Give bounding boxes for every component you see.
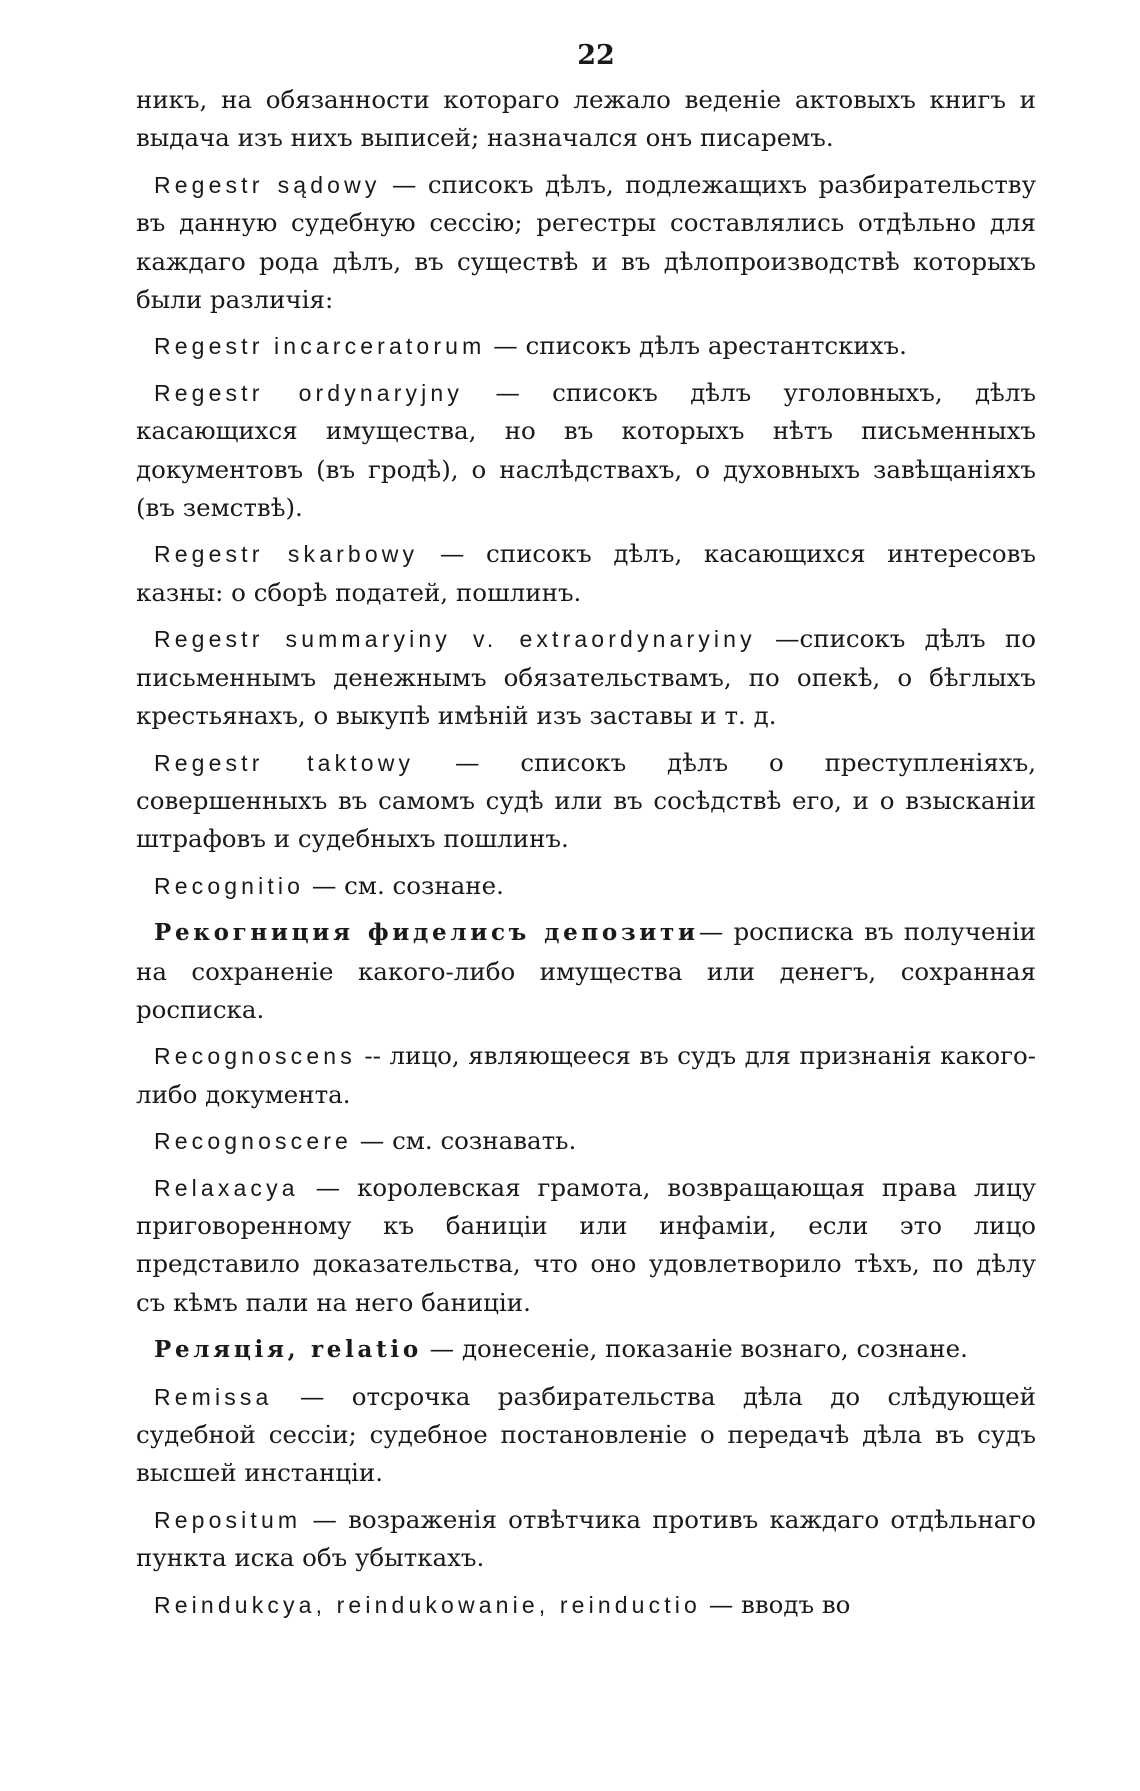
entry-term: Recognoscens: [154, 1043, 356, 1070]
entry-term: Рекогниция фиделисъ депозити: [154, 919, 699, 947]
entry-term: Regestr sądowy: [154, 171, 381, 198]
entry-definition: — донесеніе, показаніе вознаго, сознане.: [429, 1334, 968, 1364]
entry-term: Repositum: [154, 1506, 302, 1533]
entry-continuation: [136, 81, 1036, 158]
entry-term: Regestr skarbowy: [154, 541, 419, 568]
entry-term: Relaxacya: [154, 1174, 299, 1201]
entry-term: Reindukcya, reindukowanie, reinductio: [154, 1591, 701, 1618]
entry-term: Remissa: [154, 1383, 273, 1410]
entry-regestr-ordynaryjny: [136, 374, 1036, 528]
entry-term: Regestr incarceratorum: [154, 333, 486, 360]
entry-definition: -- лицо, являющееся въ судъ для признанія какого-либо документа.: [136, 1041, 1036, 1109]
entry-recognoscens: [136, 1037, 1036, 1114]
entry-regestr-incarceratorum: [136, 327, 1036, 365]
entry-term: Recognoscere: [154, 1128, 352, 1155]
entry-definition: — списокъ дѣлъ о преступленіяхъ, совершенныхъ въ самомъ судѣ или въ сосѣдствѣ его, и о взысканіи штрафовъ и судебныхъ пошлинъ.: [136, 747, 1037, 854]
entry-regestr-taktowy: [136, 744, 1036, 859]
entry-reindukcya: [136, 1586, 1036, 1624]
entry-definition: — отсрочка разбирательства дѣла до слѣдующей судебной сессіи; судебное постановленіе о передачѣ дѣла въ судъ высшей инстанціи.: [136, 1381, 1037, 1488]
entry-definition: —списокъ дѣлъ по письменнымъ денежнымъ обязательствамъ, по опекѣ, о бѣглыхъ крестьянахъ, о выкупѣ имѣній изъ заставы и т. д.: [136, 624, 1036, 731]
entry-definition: — списокъ дѣлъ арестантскихъ.: [493, 331, 907, 361]
entry-definition: никъ, на обязанности котораго лежало веденіе актовыхъ книгъ и выдача изъ нихъ выписей; назначался онъ писаремъ.: [136, 85, 1036, 153]
entry-definition: — королевская грамота, возвращающая права лицу приговоренному къ баниціи или инфаміи, если это лицо представило доказательства, что оно удовлетворило тѣхъ, по дѣлу съ кѣмъ пали на него баниціи.: [136, 1172, 1036, 1317]
entry-definition: — списокъ дѣлъ уголовныхъ, дѣлъ касающихся имущества, но въ которыхъ нѣтъ письменныхъ документовъ (въ гродѣ), о наслѣдствахъ, о духовныхъ завѣщаніяхъ (въ земствѣ).: [136, 377, 1036, 523]
entry-definition: — возраженія отвѣтчика противъ каждаго отдѣльнаго пункта иска объ убыткахъ.: [136, 1504, 1036, 1573]
entry-term: Regestr taktowy: [154, 749, 415, 776]
entry-regestr-summaryiny: [136, 620, 1036, 735]
entry-definition: — см. сознавать.: [359, 1126, 577, 1156]
entry-remissa: [136, 1378, 1036, 1493]
entry-regestr-sadowy: [136, 166, 1036, 320]
entry-regestr-skarbowy: [136, 535, 1036, 612]
entry-term: Recognitio: [154, 872, 305, 899]
entry-definition: — росписка въ полученіи на сохраненіе какого-либо имущества или денегъ, сохранная росписка.: [136, 917, 1037, 1024]
entry-term: Реляція, relatio: [154, 1336, 422, 1364]
dictionary-entries: [136, 81, 1036, 1624]
entry-recognoscere: [136, 1122, 1036, 1160]
entry-rekognitsiya: [136, 913, 1036, 1029]
entry-definition: — вводъ во: [708, 1589, 851, 1619]
entry-definition: — списокъ дѣлъ, подлежащихъ разбирательству въ данную судебную сессію; регестры составлялись отдѣльно для каждаго рода дѣлъ, въ существѣ и въ дѣлопроизводствѣ которыхъ были различія:: [136, 169, 1036, 315]
entry-relaxacya: [136, 1169, 1036, 1323]
entry-relyatsiya: [136, 1330, 1036, 1369]
page-number: 22: [577, 40, 615, 71]
entry-definition: — см. сознане.: [311, 870, 504, 900]
entry-term: Regestr ordynaryjny: [154, 379, 463, 406]
entry-definition: — списокъ дѣлъ, касающихся интересовъ казны: о сборѣ податей, пошлинъ.: [136, 539, 1036, 607]
entry-repositum: [136, 1501, 1036, 1578]
entry-term: Regestr summaryiny v. extraordynaryiny: [154, 626, 756, 653]
entry-recognitio: [136, 867, 1036, 905]
